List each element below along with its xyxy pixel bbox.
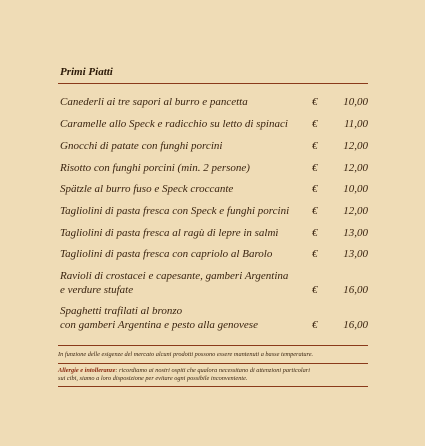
- menu-item-name: Tagliolini di pasta fresca al ragù di lepre in salmì: [60, 227, 279, 239]
- menu-item-price: 10,00: [343, 183, 368, 195]
- currency-symbol: €: [312, 284, 318, 296]
- currency-symbol: €: [312, 96, 318, 108]
- currency-symbol: €: [312, 162, 318, 174]
- market-note: In funzione delle esigenze del mercato alcuni prodotti possono essere mantenuti a basse temperature.: [58, 351, 314, 358]
- menu-item-price: 16,00: [343, 319, 368, 331]
- allergy-text-line1: : ricordiamo ai nostri ospiti che qualora necessitano di attenzioni particolari: [115, 367, 310, 374]
- currency-symbol: €: [312, 118, 318, 130]
- menu-item-price: 16,00: [343, 284, 368, 296]
- menu-item-price: 12,00: [343, 162, 368, 174]
- menu-item-price: 13,00: [343, 227, 368, 239]
- menu-item-name: Tagliolini di pasta fresca con capriolo al Barolo: [60, 248, 273, 260]
- notes-divider-top: [58, 345, 368, 346]
- currency-symbol: €: [312, 319, 318, 331]
- menu-item-name: Ravioli di crostacei e capesante, gamberi Argentina: [60, 270, 289, 282]
- menu-item-name: Risotto con funghi porcini (min. 2 persone): [60, 162, 250, 174]
- menu-item-name: e verdure stufate: [60, 284, 134, 296]
- notes-divider-middle: [58, 363, 368, 364]
- currency-symbol: €: [312, 205, 318, 217]
- currency-symbol: €: [312, 183, 318, 195]
- allergy-label: Allergie e intolleranze: [58, 367, 116, 374]
- menu-item-name: Tagliolini di pasta fresca con Speck e funghi porcini: [60, 205, 290, 217]
- menu-item-name: Spätzle al burro fuso e Speck croccante: [60, 183, 234, 195]
- menu-item-name: Gnocchi di patate con funghi porcini: [60, 140, 223, 152]
- section-title: Primi Piatti: [60, 66, 113, 78]
- currency-symbol: €: [312, 140, 318, 152]
- currency-symbol: €: [312, 227, 318, 239]
- menu-item-name: Canederli ai tre sapori al burro e pancetta: [60, 96, 248, 108]
- menu-item-price: 13,00: [343, 248, 368, 260]
- title-divider: [58, 83, 368, 84]
- currency-symbol: €: [312, 248, 318, 260]
- menu-item-price: 11,00: [344, 118, 368, 130]
- allergy-text-line2: sui cibi, siamo a loro disposizione per evitare ogni possibile inconveniente.: [58, 375, 248, 382]
- allergy-note-continued: [58, 375, 370, 383]
- menu-item-price: 10,00: [343, 96, 368, 108]
- menu-item-price: 12,00: [343, 140, 368, 152]
- menu-item-name: Caramelle allo Speck e radicchio su letto di spinaci: [60, 118, 288, 130]
- menu-item-price: 12,00: [343, 205, 368, 217]
- allergy-note: [58, 367, 370, 375]
- menu-item-name: Spaghetti trafilati al bronzo: [60, 305, 183, 317]
- notes-divider-bottom: [58, 386, 368, 387]
- menu-item-name: con gamberi Argentina e pesto alla genovese: [60, 319, 258, 331]
